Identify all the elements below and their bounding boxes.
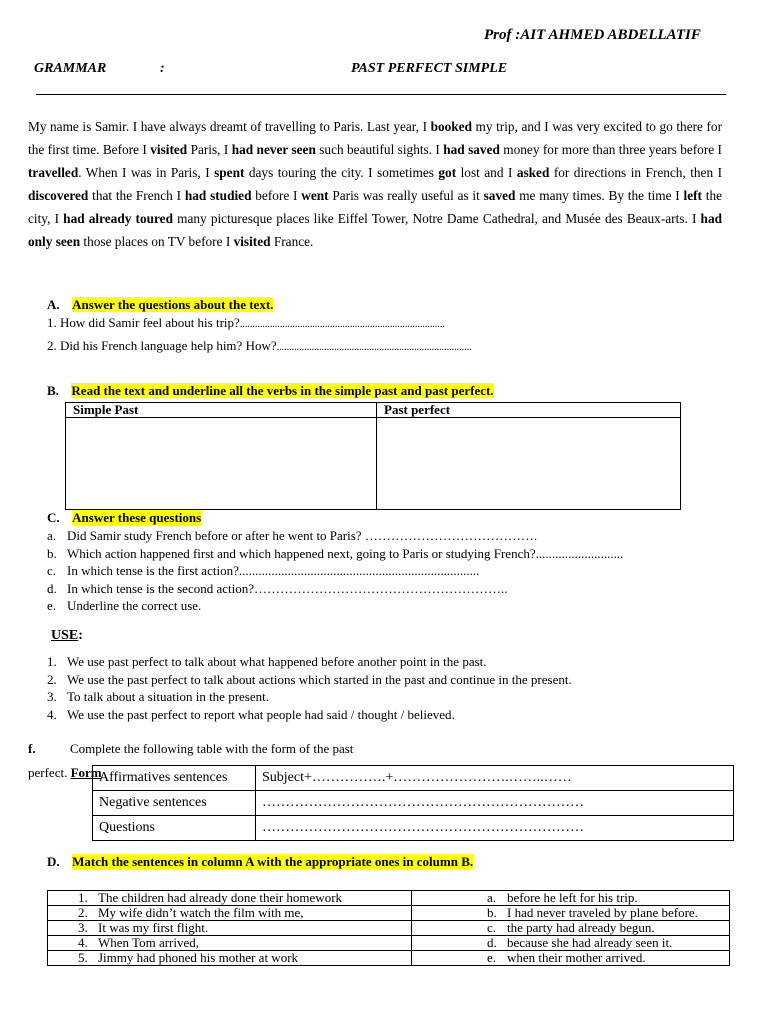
use-list bbox=[47, 653, 572, 723]
item-letter: a. bbox=[47, 528, 57, 543]
sentence-b: I had never traveled by plane before. bbox=[507, 905, 698, 920]
sentence-a: It was my first flight. bbox=[98, 920, 209, 935]
section-a-letter: A. bbox=[47, 297, 60, 312]
subject-label: GRAMMAR bbox=[34, 61, 107, 76]
section-b-heading-row bbox=[47, 383, 494, 399]
column-b-cell bbox=[412, 891, 730, 906]
row-letter: a. bbox=[487, 890, 497, 905]
list-item bbox=[47, 688, 572, 706]
item-number: 4. bbox=[47, 706, 57, 722]
sentence-b: when their mother arrived. bbox=[507, 950, 646, 965]
passage-text: Paris was really useful as it bbox=[328, 188, 484, 203]
column-b-cell bbox=[412, 906, 730, 921]
question-number: 2. bbox=[47, 338, 57, 353]
section-f-instruction: Complete the following table with the form of the past bbox=[70, 741, 354, 756]
highlighted-verb: saved bbox=[483, 188, 516, 203]
item-text: Did Samir study French before or after he went to Paris? …………………………………. bbox=[67, 528, 538, 543]
passage-text: that the French I bbox=[88, 188, 185, 203]
reading-passage bbox=[28, 115, 722, 253]
highlighted-verb: had already toured bbox=[63, 211, 173, 226]
item-letter: c. bbox=[47, 563, 57, 579]
section-d-heading-row bbox=[47, 854, 473, 870]
use-heading-row bbox=[51, 628, 83, 644]
questions-label: Questions bbox=[93, 816, 256, 841]
passage-text: many picturesque places like Eiffel Tower, Notre Dame Cathedral, and Musée des Beaux-arts. I bbox=[172, 211, 701, 226]
list-item bbox=[47, 706, 572, 724]
answer-line: .............................................................................. bbox=[276, 342, 472, 353]
past-perfect-header: Past perfect bbox=[377, 403, 681, 418]
item-text: In which tense is the second action?………………………………………………….. bbox=[67, 580, 508, 596]
column-b-cell bbox=[412, 921, 730, 936]
row-letter: c. bbox=[487, 920, 497, 935]
highlighted-verb: left bbox=[683, 188, 702, 203]
affirmative-form[interactable]: Subject+…………….+…………………….……..…… bbox=[256, 766, 734, 791]
column-b-cell bbox=[412, 936, 730, 951]
passage-text: such beautiful sights. I bbox=[315, 142, 444, 157]
row-number: 5. bbox=[78, 950, 88, 965]
highlighted-verb: had studied bbox=[184, 188, 252, 203]
row-number: 3. bbox=[78, 920, 88, 935]
row-number: 2. bbox=[78, 905, 88, 920]
column-a-cell bbox=[48, 951, 412, 966]
highlighted-verb: went bbox=[301, 188, 329, 203]
passage-text: My name is Samir. I have always dreamt of travelling to Paris. Last year, I bbox=[28, 119, 431, 134]
highlighted-verb: booked bbox=[430, 119, 472, 134]
column-b-cell bbox=[412, 951, 730, 966]
form-label: Form bbox=[70, 765, 102, 780]
list-item bbox=[47, 597, 623, 615]
use-colon: : bbox=[78, 628, 83, 643]
instruction-text: perfect. bbox=[28, 765, 68, 780]
highlighted-verb: spent bbox=[214, 165, 245, 180]
column-a-cell bbox=[48, 921, 412, 936]
item-text: In which tense is the first action?.......................................................................... bbox=[67, 563, 480, 579]
item-text: Underline the correct use. bbox=[67, 598, 202, 614]
column-a-cell bbox=[48, 936, 412, 951]
sentence-a: The children had already done their homework bbox=[98, 890, 343, 905]
section-c-heading: Answer these questions bbox=[72, 510, 202, 525]
question-text: How did Samir feel about his trip? bbox=[60, 315, 240, 330]
highlighted-verb: had only seen bbox=[28, 211, 722, 249]
highlighted-verb: visited bbox=[150, 142, 188, 157]
passage-text: . When I was in Paris, I bbox=[78, 165, 215, 180]
list-item bbox=[47, 671, 572, 689]
table-row bbox=[48, 936, 730, 951]
simple-past-header: Simple Past bbox=[66, 403, 377, 418]
answer-line: .................................................................................. bbox=[239, 319, 445, 330]
item-letter: b. bbox=[47, 545, 57, 561]
section-f-letter: f. bbox=[28, 741, 36, 756]
highlighted-verb: asked bbox=[516, 165, 550, 180]
lesson-title: PAST PERFECT SIMPLE bbox=[351, 61, 508, 76]
passage-text: days touring the city. I sometimes bbox=[244, 165, 439, 180]
item-letter: d. bbox=[47, 580, 57, 596]
item-number: 1. bbox=[47, 654, 57, 669]
item-number: 2. bbox=[47, 671, 57, 687]
sentence-b: because she had already seen it. bbox=[507, 935, 673, 950]
section-d-heading: Match the sentences in column A with the appropriate ones in column B. bbox=[72, 854, 474, 869]
use-heading: USE bbox=[51, 628, 79, 643]
passage-text: France. bbox=[270, 234, 314, 249]
sentence-b: the party had already begun. bbox=[507, 920, 655, 935]
header-divider bbox=[36, 94, 726, 95]
verbs-table bbox=[65, 402, 681, 510]
row-number: 1. bbox=[78, 890, 88, 905]
highlighted-verb: travelled bbox=[28, 165, 79, 180]
item-number: 3. bbox=[47, 689, 57, 705]
table-row bbox=[48, 906, 730, 921]
section-d-letter: D. bbox=[47, 854, 60, 869]
table-row bbox=[48, 921, 730, 936]
highlighted-verb: had saved bbox=[443, 142, 500, 157]
section-c-letter: C. bbox=[47, 510, 60, 525]
passage-text: those places on TV before I bbox=[80, 234, 234, 249]
list-item bbox=[47, 562, 623, 580]
question-text: Did his French language help him? How? bbox=[60, 338, 277, 353]
subject-colon: : bbox=[160, 61, 165, 76]
item-letter: e. bbox=[47, 598, 57, 614]
passage-text: money for more than three years before I bbox=[499, 142, 722, 157]
table-row bbox=[48, 951, 730, 966]
section-a-heading: Answer the questions about the text. bbox=[72, 297, 274, 312]
teacher-name: Prof :AIT AHMED ABDELLATIF bbox=[484, 27, 701, 43]
passage-text: me many times. By the time I bbox=[515, 188, 684, 203]
highlighted-verb: had never seen bbox=[231, 142, 316, 157]
section-f-instruction-cont bbox=[28, 765, 102, 781]
section-b-heading: Read the text and underline all the verbs in the simple past and past perfect. bbox=[71, 383, 494, 398]
affirmative-label: Affirmatives sentences bbox=[93, 766, 256, 791]
passage-text: for directions in French, then I bbox=[549, 165, 722, 180]
highlighted-verb: got bbox=[438, 165, 457, 180]
section-a-question-1 bbox=[47, 315, 445, 331]
sentence-a: When Tom arrived, bbox=[98, 935, 200, 950]
passage-text: lost and I bbox=[456, 165, 517, 180]
passage-text: my trip, and I was very excited to go there for the first time. Before I bbox=[28, 119, 722, 157]
column-a-cell bbox=[48, 906, 412, 921]
section-c-heading-row bbox=[47, 510, 201, 526]
section-c-list bbox=[47, 527, 623, 615]
section-a-heading-row bbox=[47, 297, 273, 313]
passage-text: before I bbox=[251, 188, 302, 203]
passage-text: Paris, I bbox=[187, 142, 232, 157]
section-a-question-2 bbox=[47, 338, 472, 354]
row-letter: e. bbox=[487, 950, 497, 965]
item-text: We use past perfect to talk about what happened before another point in the past. bbox=[67, 654, 487, 669]
list-item bbox=[47, 527, 623, 545]
row-number: 4. bbox=[78, 935, 88, 950]
item-text: We use the past perfect to talk about actions which started in the past and continue in the present. bbox=[67, 671, 572, 687]
item-text: We use the past perfect to report what people had said / thought / believed. bbox=[67, 706, 455, 722]
table-row bbox=[48, 891, 730, 906]
sentence-a: My wife didn’t watch the film with me, bbox=[98, 905, 304, 920]
question-number: 1. bbox=[47, 315, 57, 330]
negative-form[interactable]: …………………………………………………………… bbox=[256, 791, 734, 816]
row-letter: b. bbox=[487, 905, 497, 920]
row-letter: d. bbox=[487, 935, 497, 950]
list-item bbox=[47, 653, 572, 671]
item-text: Which action happened first and which happened next, going to Paris or studying French?........................... bbox=[67, 545, 624, 561]
column-a-cell bbox=[48, 891, 412, 906]
highlighted-verb: visited bbox=[233, 234, 271, 249]
highlighted-verb: discovered bbox=[28, 188, 89, 203]
questions-form[interactable]: …………………………………………………………… bbox=[256, 816, 734, 841]
simple-past-cell[interactable] bbox=[66, 418, 377, 510]
sentence-b: before he left for his trip. bbox=[507, 890, 638, 905]
form-table bbox=[92, 765, 734, 841]
item-text: To talk about a situation in the present. bbox=[67, 689, 269, 705]
sentence-a: Jimmy had phoned his mother at work bbox=[98, 950, 299, 965]
past-perfect-cell[interactable] bbox=[377, 418, 681, 510]
list-item bbox=[47, 545, 623, 563]
passage-text: the city, I bbox=[28, 188, 722, 226]
section-b-letter: B. bbox=[47, 383, 59, 398]
match-table bbox=[47, 890, 730, 966]
list-item bbox=[47, 580, 623, 598]
negative-label: Negative sentences bbox=[93, 791, 256, 816]
